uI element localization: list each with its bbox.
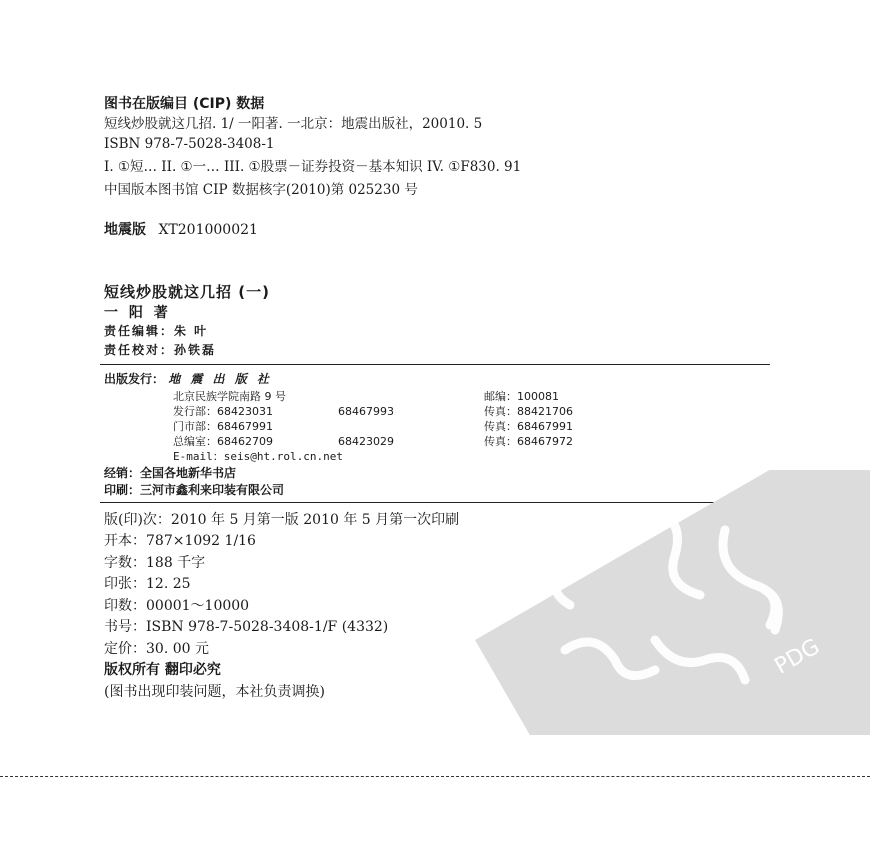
seal-text: PDG [770, 634, 825, 680]
book-title: 短线炒股就这几招 (一) [104, 283, 270, 301]
scan-edge-line [0, 776, 870, 777]
book-author: 一 阳 著 [104, 305, 171, 321]
spec-price: 定价：30. 00 元 [104, 641, 209, 657]
seal-watermark [465, 470, 870, 735]
publisher-row [104, 372, 272, 386]
publisher-email: E-mail：seis@ht.rol.cn.net [173, 450, 343, 463]
sales-dept-fax: 传真：88421706 [484, 405, 573, 418]
cip-line-1: 短线炒股就这几招. 1/ 一阳著. 一北京：地震出版社，20010. 5 [104, 116, 483, 132]
retail-fax: 传真：68467991 [484, 420, 573, 433]
sales-dept-phone-2: 68467993 [338, 405, 394, 418]
spec-isbn: 书号：ISBN 978-7-5028-3408-1/F (4332) [104, 619, 389, 635]
cip-line-4: 中国版本图书馆 CIP 数据核字(2010)第 025230 号 [104, 182, 418, 198]
publisher-label: 出版发行： [104, 372, 165, 386]
distributor: 经销：全国各地新华书店 [104, 466, 237, 480]
spec-sheets: 印张：12. 25 [104, 576, 191, 592]
cip-heading: 图书在版编目 (CIP) 数据 [104, 96, 265, 112]
publisher-postcode: 邮编：100081 [484, 390, 559, 403]
cip-line-3: I. ①短… II. ①一… III. ①股票－证券投资－基本知识 IV. ①F830. 91 [104, 159, 522, 175]
publisher-address: 北京民族学院南路 9 号 [173, 390, 286, 403]
divider-top [100, 364, 770, 365]
spec-words: 字数：188 千字 [104, 555, 206, 571]
editorial-fax: 传真：68467972 [484, 435, 573, 448]
publisher-name: 地 震 出 版 社 [168, 372, 272, 386]
edition-code-value: XT201000021 [158, 222, 258, 238]
edition-code [104, 222, 258, 238]
edition-code-label: 地震版 [104, 222, 146, 238]
spec-format: 开本：787×1092 1/16 [104, 533, 256, 549]
cip-line-2: ISBN 978-7-5028-3408-1 [104, 136, 275, 152]
spec-print-run: 印数：00001～10000 [104, 598, 250, 614]
editorial-phone: 总编室：68462709 [173, 435, 273, 448]
binding-notice: (图书出现印装问题，本社负责调换) [104, 684, 325, 700]
retail-phone: 门市部：68467991 [173, 420, 273, 433]
book-proofreader: 责任校对：孙铁磊 [104, 343, 217, 357]
sales-dept-phone: 发行部：68423031 [173, 405, 273, 418]
seal-glyphs-icon [465, 470, 870, 735]
spec-edition: 版(印)次：2010 年 5 月第一版 2010 年 5 月第一次印刷 [104, 512, 460, 528]
printer: 印刷：三河市鑫利来印装有限公司 [104, 483, 285, 497]
copyright-notice: 版权所有 翻印必究 [104, 662, 221, 678]
editorial-phone-2: 68423029 [338, 435, 394, 448]
book-editor: 责任编辑：朱 叶 [104, 324, 209, 338]
